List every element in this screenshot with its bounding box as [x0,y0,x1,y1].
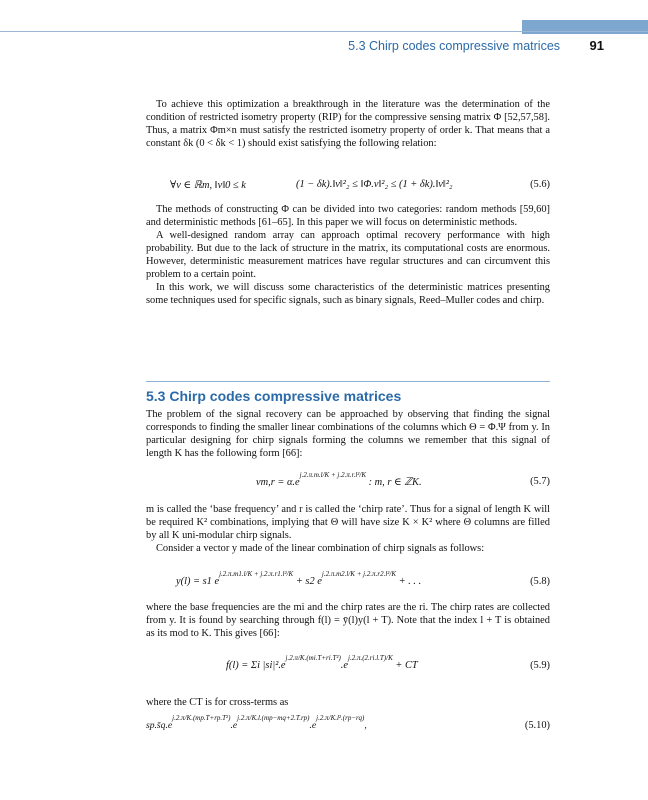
eq59-lhs: f(l) = Σi |si|².e [226,660,286,671]
eq59-exponent-1: j.2.π/K.(mi.T+ri.T²) [285,654,341,662]
eq58-rhs: + . . . [398,576,422,587]
paragraph-recovery: The problem of the signal recovery can be approached by observing that finding the signal corresponds to finding the smaller linear combinations of the columns which Θ = Φ.Ψ from y. In particular designing for chirp signals forming the columns we remember that this signal of length K has the following form [66]: [146,409,550,459]
paragraph-chirp-rates: where the base frequencies are the mi and the chirp rates are the ri. The chirp rates are collected from y. It is found by searching through f(l) = ȳ(l)y(l + T). Note that the index l + T is obtained as its mod to K. This gives [66]: [146,602,550,639]
eq57-lhs: vm,r = α.e [256,477,300,488]
eq59-mid: .e [340,660,349,671]
section-text-2 [146,503,550,555]
equation-5-6 [146,179,550,199]
header-rule [0,31,648,32]
eq57-number: (5.7) [530,476,550,487]
eq58-exponent-1: j.2.π.m1.l/K + j.2.π.r1.l²/K [219,570,294,578]
eq59-rhs: + CT [395,660,418,671]
paragraph-cross-terms: where the CT is for cross-terms as [146,697,289,708]
eq510-exponent-1: j.2.π/K.(mp.T+rp.T²) [172,714,231,722]
section-text-3 [146,601,550,640]
eq58-lhs: y(l) = s1 e [176,576,220,587]
eq58-number: (5.8) [530,576,550,587]
eq510-rhs: , [364,720,367,731]
eq510-mid-2: .e [309,720,317,731]
eq59-number: (5.9) [530,660,550,671]
section-title: 5.3 Chirp codes compressive matrices [146,388,402,404]
paragraph-consider: Consider a vector y made of the linear combination of chirp signals as follows: [156,543,485,554]
eq510-mid: .e [230,720,238,731]
section-text-4 [146,696,550,709]
paragraph-this-work: In this work, we will discuss some characteristics of the deterministic matrices presenting some techniques used for specific signals, such as binary signals, Reed–Muller codes and chirp. [146,282,550,306]
methods-text [146,203,550,307]
eq510-lhs: sp.s̄q.e [146,720,173,731]
paragraph-random-array: A well-designed random array can approach optimal recovery performance with high probability. But due to the lack of structure in the matrix, its computational costs are enormous. However, deterministic measurement matrices have regular structures and can circumvent this problem to a certain point. [146,230,550,280]
eq59-exponent-2: j.2.π.(2.ri.l.T)/K [348,654,393,662]
section-rule [146,381,550,382]
eq510-number: (5.10) [524,720,550,731]
eq510-exponent-2: j.2.π/K.l.(mp−mq+2.T.rp) [237,714,310,722]
eq510-exponent-3: j.2.π/K.l².(rp−rq) [316,714,365,722]
eq56-left: ∀v ∈ ℝm, ‖v‖0 ≤ k [170,180,246,191]
eq58-mid: + s2 e [295,576,322,587]
page-number: 91 [589,38,604,53]
eq56-number: (5.6) [530,179,550,190]
eq58-exponent-2: j.2.π.m2.l/K + j.2.π.r2.l²/K [321,570,396,578]
intro-text [146,98,550,150]
running-header-section: 5.3 Chirp codes compressive matrices [348,39,561,53]
eq57-exponent: j.2.π.m.l/K + j.2.π.r.l²/K [299,471,366,479]
paragraph-methods: The methods of constructing Φ can be divided into two categories: random methods [59,60] and deterministic methods [61–65]. In this paper we will focus on deterministic methods. [146,204,550,228]
eq56-right: (1 − δk).‖v‖²₂ ≤ ‖Φ.v‖²₂ ≤ (1 + δk).‖v‖²₂ [296,179,453,190]
eq57-rhs: : m, r ∈ ℤK. [368,477,422,488]
paragraph-base-frequency: m is called the ‘base frequency’ and r is called the ‘chirp rate’. Thus for a signal of length K will be required K² combinations, implying that Θ will have size K × K² where Θ columns are filled by all K uni-modular chirp signals. [146,504,550,541]
paragraph-rip: To achieve this optimization a breakthrough in the literature was the determination of the condition of restricted isometry property (RIP) for the compressive sensing matrix Φ [52,57,58]. Thus, a matrix Φm×n must satisfy the restricted isometry property of order k. That means that a constant δk (0 < δk < 1) should exist satisfying the following relation: [146,99,550,149]
section-text-1 [146,408,550,460]
running-header [348,38,604,53]
